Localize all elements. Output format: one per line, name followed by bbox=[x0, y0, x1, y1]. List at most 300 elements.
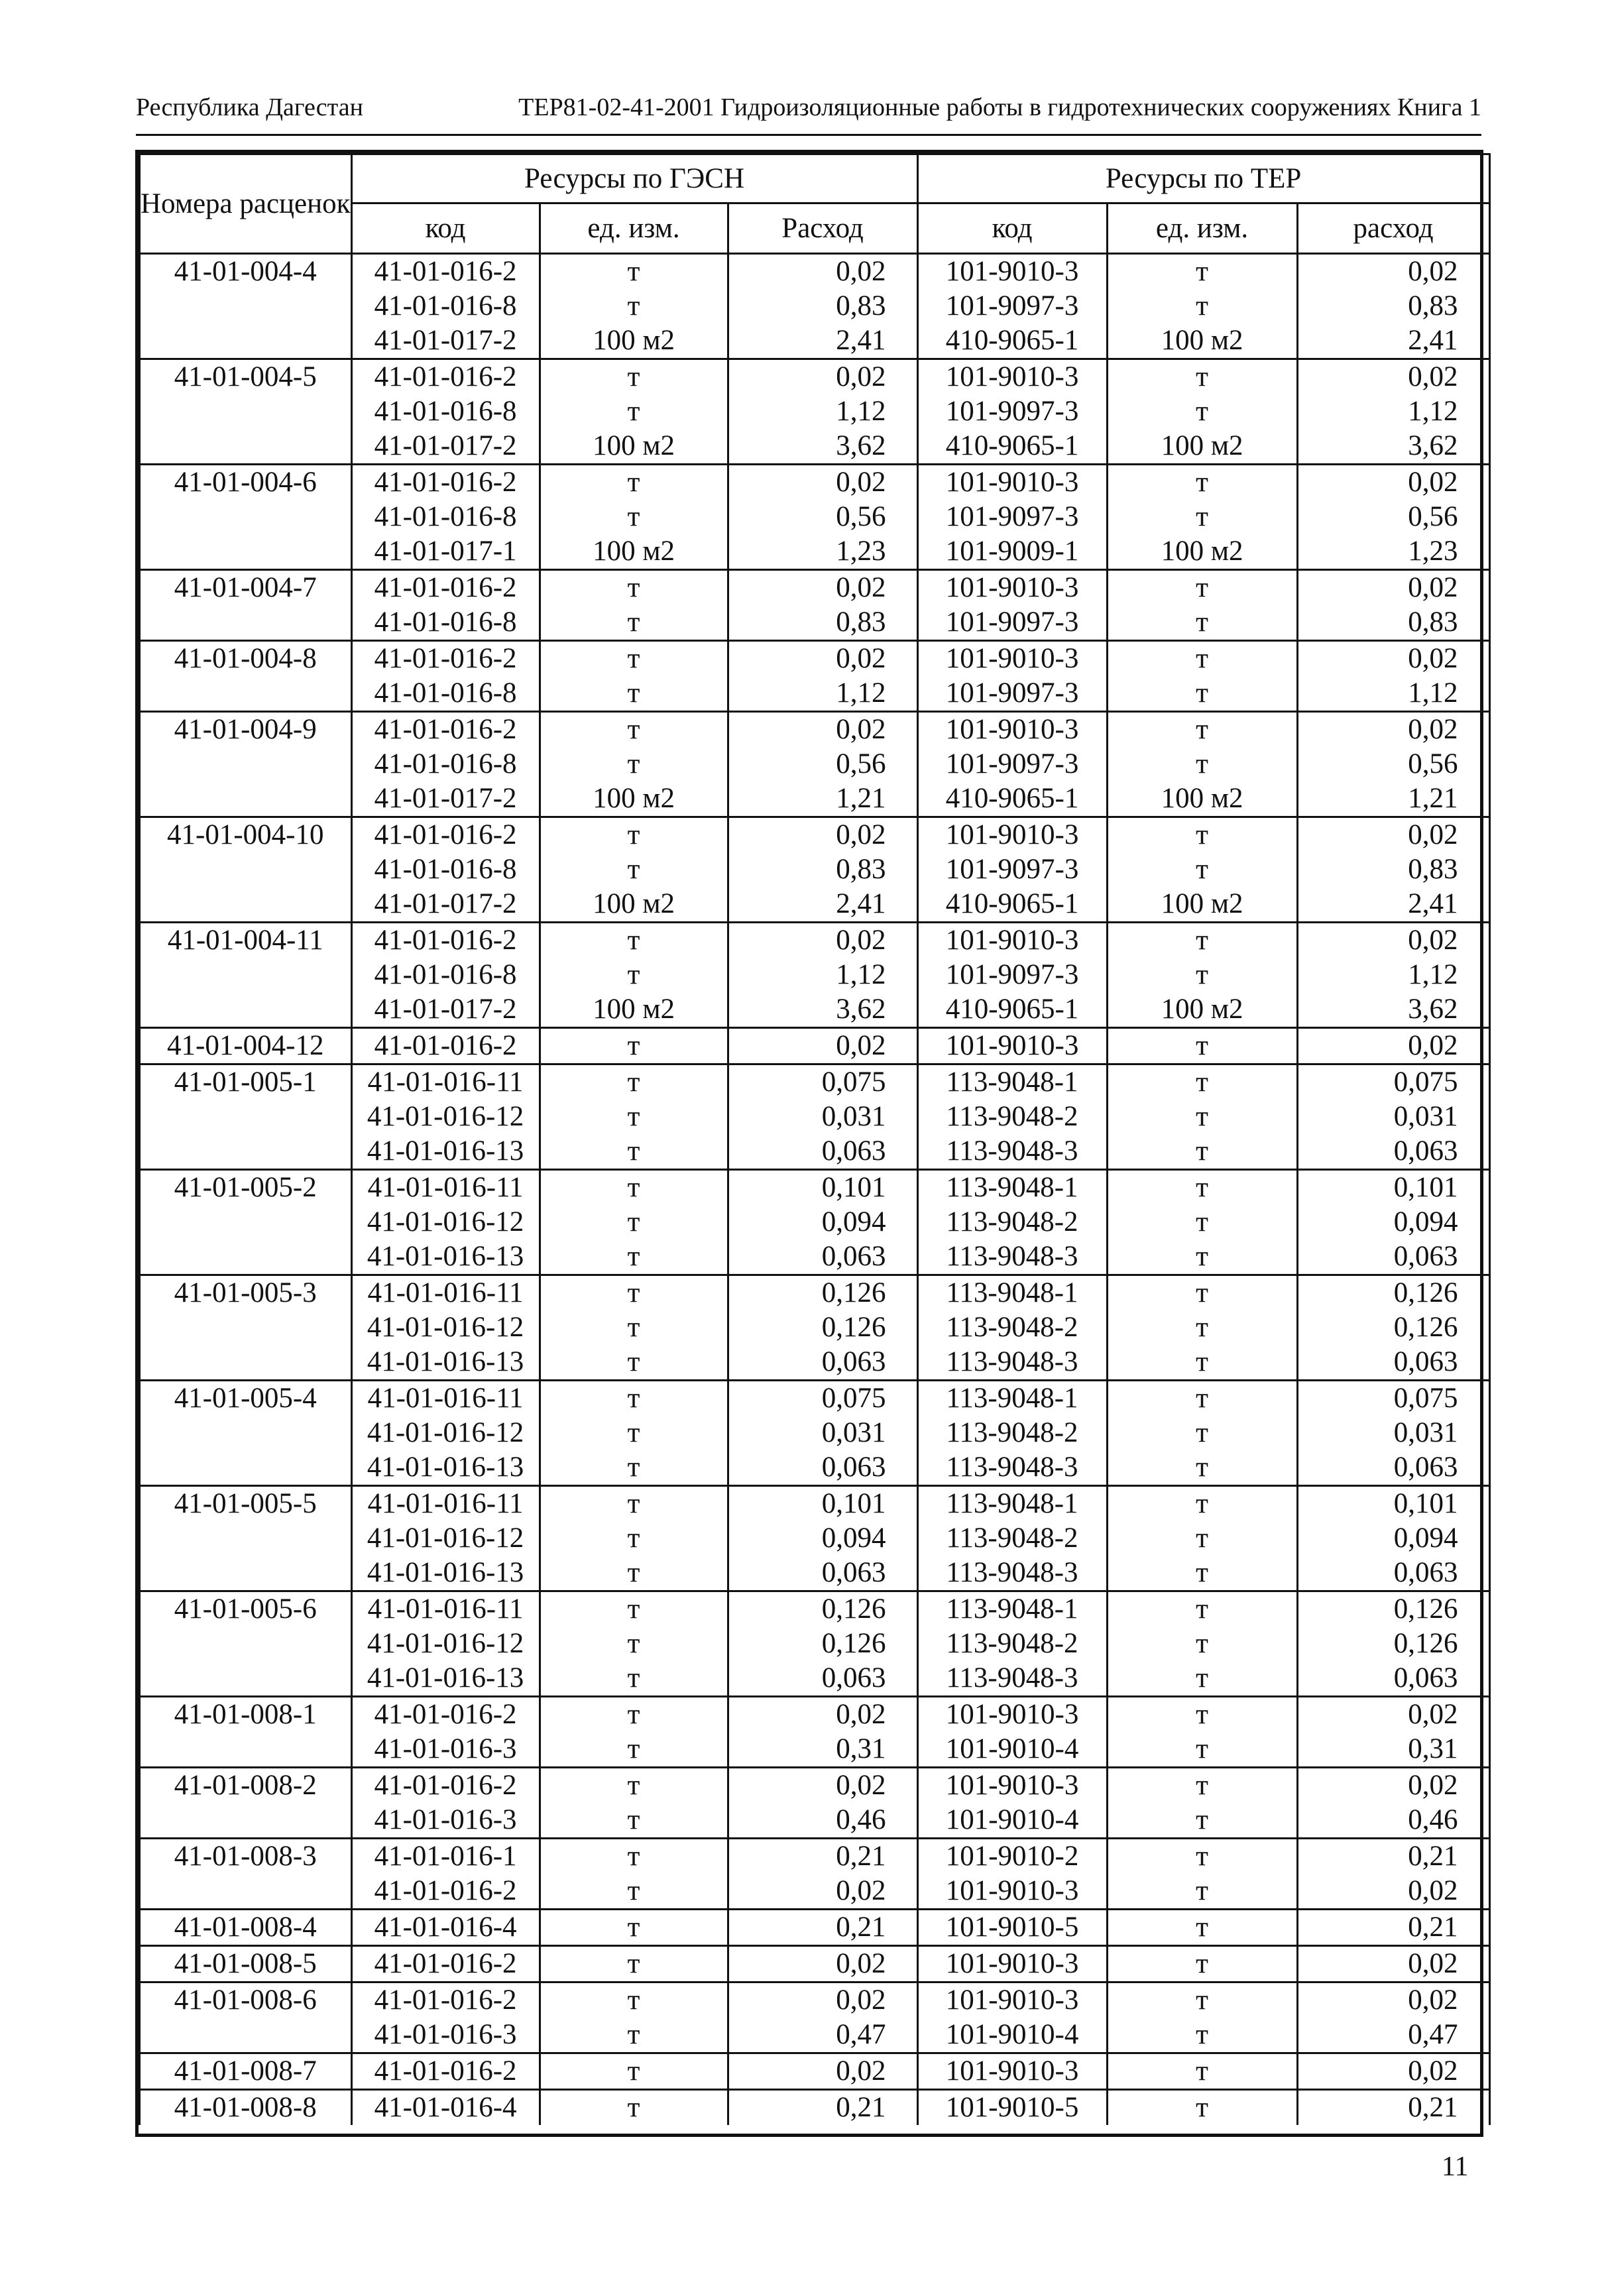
table-row bbox=[140, 359, 1490, 395]
ter-amount-cell: 0,02 bbox=[1297, 1028, 1489, 1064]
ter-amount-cell: 0,031 bbox=[1297, 1416, 1489, 1450]
table-row bbox=[140, 1028, 1490, 1064]
gesn-code-cell: 41-01-016-13 bbox=[351, 1345, 540, 1381]
ter-amount-cell: 0,094 bbox=[1297, 1521, 1489, 1556]
rate-number-cell bbox=[140, 605, 352, 641]
gesn-unit-cell: т bbox=[540, 1661, 728, 1697]
table-row bbox=[140, 1381, 1490, 1416]
gesn-code-cell: 41-01-016-8 bbox=[351, 958, 540, 992]
ter-code-cell: 410-9065-1 bbox=[917, 429, 1107, 465]
col-group-gesn: Ресурсы по ГЭСН bbox=[351, 154, 917, 203]
ter-amount-cell: 0,21 bbox=[1297, 1839, 1489, 1874]
ter-unit-cell: 100 м2 bbox=[1107, 323, 1297, 359]
gesn-code-cell: 41-01-016-3 bbox=[351, 2018, 540, 2053]
gesn-code-cell: 41-01-016-11 bbox=[351, 1381, 540, 1416]
ter-code-cell: 101-9010-3 bbox=[917, 1028, 1107, 1064]
ter-unit-cell: т bbox=[1107, 289, 1297, 323]
gesn-amount-cell: 0,02 bbox=[728, 254, 917, 290]
ter-unit-cell: т bbox=[1107, 1910, 1297, 1946]
gesn-code-cell: 41-01-016-2 bbox=[351, 2053, 540, 2090]
gesn-amount-cell: 0,063 bbox=[728, 1345, 917, 1381]
ter-unit-cell: т bbox=[1107, 1100, 1297, 1134]
ter-amount-cell: 0,02 bbox=[1297, 1768, 1489, 1804]
gesn-unit-cell: т bbox=[540, 676, 728, 712]
gesn-unit-cell: т bbox=[540, 1239, 728, 1275]
ter-code-cell: 113-9048-1 bbox=[917, 1170, 1107, 1206]
col-header-ter-code: код bbox=[917, 203, 1107, 254]
gesn-code-cell: 41-01-016-13 bbox=[351, 1661, 540, 1697]
rate-number-cell bbox=[140, 394, 352, 429]
ter-unit-cell: т bbox=[1107, 1310, 1297, 1345]
gesn-code-cell: 41-01-016-2 bbox=[351, 1946, 540, 1982]
rate-number-cell: 41-01-004-11 bbox=[140, 923, 352, 958]
gesn-amount-cell: 0,063 bbox=[728, 1134, 917, 1170]
gesn-unit-cell: т bbox=[540, 359, 728, 395]
rate-number-cell bbox=[140, 676, 352, 712]
ter-code-cell: 113-9048-3 bbox=[917, 1134, 1107, 1170]
ter-code-cell: 101-9010-5 bbox=[917, 1910, 1107, 1946]
gesn-amount-cell: 0,075 bbox=[728, 1064, 917, 1100]
gesn-code-cell: 41-01-016-2 bbox=[351, 712, 540, 748]
table-row bbox=[140, 1521, 1490, 1556]
ter-amount-cell: 0,101 bbox=[1297, 1170, 1489, 1206]
ter-amount-cell: 2,41 bbox=[1297, 323, 1489, 359]
gesn-amount-cell: 0,101 bbox=[728, 1486, 917, 1522]
ter-code-cell: 101-9010-4 bbox=[917, 1803, 1107, 1839]
ter-code-cell: 113-9048-2 bbox=[917, 1100, 1107, 1134]
ter-code-cell: 101-9010-3 bbox=[917, 641, 1107, 677]
gesn-amount-cell: 0,21 bbox=[728, 2090, 917, 2126]
gesn-amount-cell: 0,126 bbox=[728, 1310, 917, 1345]
col-header-ter-amount: расход bbox=[1297, 203, 1489, 254]
rate-number-cell bbox=[140, 1521, 352, 1556]
ter-unit-cell: т bbox=[1107, 1450, 1297, 1486]
gesn-unit-cell: т bbox=[540, 1697, 728, 1733]
gesn-code-cell: 41-01-017-2 bbox=[351, 887, 540, 923]
gesn-unit-cell: т bbox=[540, 394, 728, 429]
table-row bbox=[140, 1732, 1490, 1768]
rate-number-cell: 41-01-004-9 bbox=[140, 712, 352, 748]
gesn-code-cell: 41-01-016-3 bbox=[351, 1732, 540, 1768]
table-row bbox=[140, 1205, 1490, 1239]
col-header-gesn-amount: Расход bbox=[728, 203, 917, 254]
gesn-unit-cell: т bbox=[540, 1134, 728, 1170]
rate-number-cell: 41-01-008-7 bbox=[140, 2053, 352, 2090]
ter-unit-cell: т bbox=[1107, 1556, 1297, 1591]
gesn-amount-cell: 0,063 bbox=[728, 1556, 917, 1591]
gesn-code-cell: 41-01-016-2 bbox=[351, 1982, 540, 2018]
ter-unit-cell: т bbox=[1107, 1591, 1297, 1627]
ter-unit-cell: т bbox=[1107, 1661, 1297, 1697]
ter-code-cell: 113-9048-3 bbox=[917, 1661, 1107, 1697]
table-row bbox=[140, 887, 1490, 923]
gesn-amount-cell: 0,02 bbox=[728, 359, 917, 395]
ter-code-cell: 101-9010-3 bbox=[917, 1982, 1107, 2018]
ter-amount-cell: 0,21 bbox=[1297, 1910, 1489, 1946]
ter-code-cell: 113-9048-1 bbox=[917, 1064, 1107, 1100]
rate-number-cell: 41-01-004-7 bbox=[140, 570, 352, 606]
ter-amount-cell: 0,02 bbox=[1297, 465, 1489, 500]
table-row bbox=[140, 1697, 1490, 1733]
ter-code-cell: 101-9097-3 bbox=[917, 605, 1107, 641]
rate-number-cell: 41-01-008-2 bbox=[140, 1768, 352, 1804]
rate-number-cell bbox=[140, 1874, 352, 1910]
table-row bbox=[140, 1556, 1490, 1591]
gesn-amount-cell: 0,02 bbox=[728, 1697, 917, 1733]
gesn-amount-cell: 0,02 bbox=[728, 1028, 917, 1064]
ter-code-cell: 113-9048-1 bbox=[917, 1591, 1107, 1627]
ter-amount-cell: 0,063 bbox=[1297, 1345, 1489, 1381]
gesn-code-cell: 41-01-016-11 bbox=[351, 1275, 540, 1311]
gesn-code-cell: 41-01-016-11 bbox=[351, 1486, 540, 1522]
gesn-amount-cell: 0,31 bbox=[728, 1732, 917, 1768]
gesn-code-cell: 41-01-016-2 bbox=[351, 1768, 540, 1804]
gesn-unit-cell: т bbox=[540, 1064, 728, 1100]
gesn-unit-cell: т bbox=[540, 1946, 728, 1982]
rate-number-cell bbox=[140, 429, 352, 465]
ter-code-cell: 410-9065-1 bbox=[917, 323, 1107, 359]
gesn-amount-cell: 0,063 bbox=[728, 1661, 917, 1697]
gesn-amount-cell: 0,83 bbox=[728, 605, 917, 641]
ter-unit-cell: т bbox=[1107, 1768, 1297, 1804]
ter-code-cell: 101-9010-3 bbox=[917, 1768, 1107, 1804]
gesn-code-cell: 41-01-016-13 bbox=[351, 1239, 540, 1275]
gesn-amount-cell: 0,126 bbox=[728, 1627, 917, 1661]
gesn-code-cell: 41-01-016-13 bbox=[351, 1450, 540, 1486]
ter-code-cell: 101-9097-3 bbox=[917, 852, 1107, 887]
rate-number-cell: 41-01-005-4 bbox=[140, 1381, 352, 1416]
gesn-amount-cell: 0,075 bbox=[728, 1381, 917, 1416]
gesn-amount-cell: 1,12 bbox=[728, 394, 917, 429]
ter-unit-cell: т bbox=[1107, 605, 1297, 641]
gesn-code-cell: 41-01-016-2 bbox=[351, 1874, 540, 1910]
gesn-unit-cell: т bbox=[540, 1982, 728, 2018]
gesn-unit-cell: 100 м2 bbox=[540, 323, 728, 359]
ter-code-cell: 101-9010-3 bbox=[917, 712, 1107, 748]
gesn-unit-cell: т bbox=[540, 289, 728, 323]
rate-number-cell: 41-01-008-1 bbox=[140, 1697, 352, 1733]
header-document-title: ТЕР81-02-41-2001 Гидроизоляционные работы в гидротехнических сооружениях Книга 1 bbox=[518, 93, 1481, 121]
ter-unit-cell: т bbox=[1107, 254, 1297, 290]
gesn-unit-cell: т bbox=[540, 712, 728, 748]
col-header-gesn-code: код bbox=[351, 203, 540, 254]
table-row bbox=[140, 1345, 1490, 1381]
resources-table bbox=[139, 153, 1491, 2125]
table-row bbox=[140, 958, 1490, 992]
ter-unit-cell: т bbox=[1107, 1170, 1297, 1206]
ter-code-cell: 113-9048-1 bbox=[917, 1275, 1107, 1311]
gesn-unit-cell: т bbox=[540, 923, 728, 958]
table-row bbox=[140, 500, 1490, 534]
ter-unit-cell: т bbox=[1107, 1521, 1297, 1556]
rate-number-cell bbox=[140, 992, 352, 1028]
ter-amount-cell: 0,02 bbox=[1297, 1874, 1489, 1910]
gesn-amount-cell: 0,02 bbox=[728, 1982, 917, 2018]
ter-code-cell: 101-9010-3 bbox=[917, 254, 1107, 290]
gesn-unit-cell: т bbox=[540, 1416, 728, 1450]
ter-amount-cell: 0,063 bbox=[1297, 1450, 1489, 1486]
ter-code-cell: 113-9048-3 bbox=[917, 1345, 1107, 1381]
rate-number-cell bbox=[140, 781, 352, 817]
gesn-code-cell: 41-01-017-1 bbox=[351, 534, 540, 570]
ter-code-cell: 113-9048-1 bbox=[917, 1486, 1107, 1522]
gesn-unit-cell: т bbox=[540, 570, 728, 606]
gesn-unit-cell: 100 м2 bbox=[540, 887, 728, 923]
table-head bbox=[140, 154, 1490, 254]
rate-number-cell bbox=[140, 1239, 352, 1275]
gesn-unit-cell: т bbox=[540, 1381, 728, 1416]
ter-code-cell: 101-9010-3 bbox=[917, 359, 1107, 395]
rate-number-cell bbox=[140, 323, 352, 359]
ter-unit-cell: 100 м2 bbox=[1107, 534, 1297, 570]
gesn-unit-cell: 100 м2 bbox=[540, 429, 728, 465]
ter-code-cell: 113-9048-3 bbox=[917, 1450, 1107, 1486]
table-row bbox=[140, 852, 1490, 887]
ter-amount-cell: 1,12 bbox=[1297, 958, 1489, 992]
gesn-unit-cell: т bbox=[540, 1874, 728, 1910]
gesn-unit-cell: т bbox=[540, 1028, 728, 1064]
rate-number-cell: 41-01-008-8 bbox=[140, 2090, 352, 2126]
ter-code-cell: 101-9097-3 bbox=[917, 958, 1107, 992]
table-row bbox=[140, 1134, 1490, 1170]
gesn-code-cell: 41-01-016-2 bbox=[351, 923, 540, 958]
header-region: Республика Дагестан bbox=[136, 93, 363, 121]
ter-unit-cell: т bbox=[1107, 1627, 1297, 1661]
gesn-amount-cell: 2,41 bbox=[728, 323, 917, 359]
header-divider bbox=[136, 134, 1481, 136]
table-row bbox=[140, 254, 1490, 290]
gesn-unit-cell: т bbox=[540, 465, 728, 500]
table-row bbox=[140, 1627, 1490, 1661]
gesn-code-cell: 41-01-016-13 bbox=[351, 1134, 540, 1170]
gesn-code-cell: 41-01-016-8 bbox=[351, 747, 540, 781]
table-row bbox=[140, 1874, 1490, 1910]
gesn-unit-cell: т bbox=[540, 852, 728, 887]
gesn-unit-cell: т bbox=[540, 2053, 728, 2090]
gesn-code-cell: 41-01-016-12 bbox=[351, 1310, 540, 1345]
table-row bbox=[140, 992, 1490, 1028]
gesn-unit-cell: т bbox=[540, 1732, 728, 1768]
ter-amount-cell: 0,02 bbox=[1297, 817, 1489, 853]
ter-code-cell: 101-9010-3 bbox=[917, 817, 1107, 853]
col-header-rates: Номера расценок bbox=[140, 154, 352, 254]
gesn-code-cell: 41-01-017-2 bbox=[351, 992, 540, 1028]
gesn-amount-cell: 0,47 bbox=[728, 2018, 917, 2053]
ter-unit-cell: т bbox=[1107, 1697, 1297, 1733]
ter-amount-cell: 0,02 bbox=[1297, 1982, 1489, 2018]
ter-unit-cell: т bbox=[1107, 2090, 1297, 2126]
gesn-amount-cell: 0,02 bbox=[728, 641, 917, 677]
rate-number-cell bbox=[140, 1345, 352, 1381]
table-row bbox=[140, 1982, 1490, 2018]
gesn-unit-cell: т bbox=[540, 1627, 728, 1661]
ter-code-cell: 101-9010-2 bbox=[917, 1839, 1107, 1874]
ter-code-cell: 101-9010-5 bbox=[917, 2090, 1107, 2126]
gesn-code-cell: 41-01-016-2 bbox=[351, 1697, 540, 1733]
gesn-code-cell: 41-01-016-12 bbox=[351, 1627, 540, 1661]
ter-amount-cell: 3,62 bbox=[1297, 992, 1489, 1028]
ter-unit-cell: 100 м2 bbox=[1107, 429, 1297, 465]
rate-number-cell: 41-01-004-6 bbox=[140, 465, 352, 500]
ter-unit-cell: т bbox=[1107, 1064, 1297, 1100]
table-row bbox=[140, 1768, 1490, 1804]
gesn-code-cell: 41-01-016-12 bbox=[351, 1205, 540, 1239]
gesn-amount-cell: 0,063 bbox=[728, 1450, 917, 1486]
table-row bbox=[140, 1839, 1490, 1874]
ter-code-cell: 101-9010-4 bbox=[917, 2018, 1107, 2053]
ter-amount-cell: 1,12 bbox=[1297, 676, 1489, 712]
gesn-unit-cell: т bbox=[540, 1170, 728, 1206]
ter-unit-cell: т bbox=[1107, 1416, 1297, 1450]
ter-amount-cell: 1,23 bbox=[1297, 534, 1489, 570]
ter-amount-cell: 0,02 bbox=[1297, 2053, 1489, 2090]
rate-number-cell: 41-01-004-12 bbox=[140, 1028, 352, 1064]
ter-code-cell: 410-9065-1 bbox=[917, 781, 1107, 817]
gesn-amount-cell: 1,12 bbox=[728, 676, 917, 712]
ter-code-cell: 113-9048-2 bbox=[917, 1627, 1107, 1661]
gesn-amount-cell: 0,02 bbox=[728, 923, 917, 958]
gesn-amount-cell: 0,101 bbox=[728, 1170, 917, 1206]
ter-amount-cell: 0,063 bbox=[1297, 1661, 1489, 1697]
rate-number-cell: 41-01-005-6 bbox=[140, 1591, 352, 1627]
gesn-unit-cell: 100 м2 bbox=[540, 534, 728, 570]
gesn-amount-cell: 0,126 bbox=[728, 1275, 917, 1311]
ter-unit-cell: 100 м2 bbox=[1107, 992, 1297, 1028]
ter-unit-cell: т bbox=[1107, 1275, 1297, 1311]
gesn-amount-cell: 0,02 bbox=[728, 570, 917, 606]
table-row bbox=[140, 817, 1490, 853]
col-header-gesn-unit: ед. изм. bbox=[540, 203, 728, 254]
gesn-code-cell: 41-01-016-12 bbox=[351, 1416, 540, 1450]
gesn-amount-cell: 0,094 bbox=[728, 1205, 917, 1239]
rate-number-cell bbox=[140, 534, 352, 570]
gesn-amount-cell: 0,46 bbox=[728, 1803, 917, 1839]
table-row bbox=[140, 1239, 1490, 1275]
ter-code-cell: 101-9097-3 bbox=[917, 676, 1107, 712]
gesn-amount-cell: 0,02 bbox=[728, 1768, 917, 1804]
ter-unit-cell: т bbox=[1107, 359, 1297, 395]
gesn-amount-cell: 0,02 bbox=[728, 1946, 917, 1982]
gesn-amount-cell: 0,56 bbox=[728, 500, 917, 534]
ter-amount-cell: 0,101 bbox=[1297, 1486, 1489, 1522]
gesn-unit-cell: т bbox=[540, 817, 728, 853]
ter-code-cell: 410-9065-1 bbox=[917, 992, 1107, 1028]
gesn-code-cell: 41-01-017-2 bbox=[351, 781, 540, 817]
gesn-amount-cell: 0,126 bbox=[728, 1591, 917, 1627]
table-row bbox=[140, 570, 1490, 606]
rate-number-cell: 41-01-004-10 bbox=[140, 817, 352, 853]
ter-amount-cell: 0,83 bbox=[1297, 852, 1489, 887]
gesn-code-cell: 41-01-016-11 bbox=[351, 1170, 540, 1206]
gesn-amount-cell: 0,094 bbox=[728, 1521, 917, 1556]
rate-number-cell bbox=[140, 1627, 352, 1661]
ter-unit-cell: т bbox=[1107, 1239, 1297, 1275]
ter-code-cell: 410-9065-1 bbox=[917, 887, 1107, 923]
ter-unit-cell: т bbox=[1107, 958, 1297, 992]
ter-amount-cell: 0,83 bbox=[1297, 605, 1489, 641]
ter-unit-cell: т bbox=[1107, 1732, 1297, 1768]
gesn-unit-cell: т bbox=[540, 1310, 728, 1345]
ter-amount-cell: 0,02 bbox=[1297, 923, 1489, 958]
ter-amount-cell: 0,075 bbox=[1297, 1064, 1489, 1100]
gesn-unit-cell: т bbox=[540, 1345, 728, 1381]
rate-number-cell: 41-01-008-3 bbox=[140, 1839, 352, 1874]
ter-amount-cell: 0,126 bbox=[1297, 1310, 1489, 1345]
rate-number-cell bbox=[140, 289, 352, 323]
ter-amount-cell: 0,47 bbox=[1297, 2018, 1489, 2053]
rate-number-cell: 41-01-005-2 bbox=[140, 1170, 352, 1206]
ter-amount-cell: 0,126 bbox=[1297, 1591, 1489, 1627]
gesn-unit-cell: 100 м2 bbox=[540, 781, 728, 817]
gesn-code-cell: 41-01-016-1 bbox=[351, 1839, 540, 1874]
ter-code-cell: 101-9010-3 bbox=[917, 1697, 1107, 1733]
ter-unit-cell: т bbox=[1107, 676, 1297, 712]
ter-unit-cell: т bbox=[1107, 817, 1297, 853]
table-row bbox=[140, 1486, 1490, 1522]
ter-code-cell: 101-9010-3 bbox=[917, 465, 1107, 500]
ter-amount-cell: 0,21 bbox=[1297, 2090, 1489, 2126]
rate-number-cell bbox=[140, 500, 352, 534]
ter-amount-cell: 0,063 bbox=[1297, 1556, 1489, 1591]
ter-unit-cell: т bbox=[1107, 1205, 1297, 1239]
gesn-code-cell: 41-01-016-4 bbox=[351, 2090, 540, 2126]
gesn-amount-cell: 0,02 bbox=[728, 465, 917, 500]
table-row bbox=[140, 1064, 1490, 1100]
gesn-code-cell: 41-01-016-13 bbox=[351, 1556, 540, 1591]
rate-number-cell: 41-01-005-1 bbox=[140, 1064, 352, 1100]
gesn-amount-cell: 3,62 bbox=[728, 992, 917, 1028]
gesn-code-cell: 41-01-016-8 bbox=[351, 289, 540, 323]
gesn-code-cell: 41-01-017-2 bbox=[351, 429, 540, 465]
table-row bbox=[140, 394, 1490, 429]
rate-number-cell bbox=[140, 747, 352, 781]
table-row bbox=[140, 1170, 1490, 1206]
ter-unit-cell: т bbox=[1107, 923, 1297, 958]
rate-number-cell: 41-01-008-5 bbox=[140, 1946, 352, 1982]
ter-unit-cell: т bbox=[1107, 465, 1297, 500]
gesn-code-cell: 41-01-016-2 bbox=[351, 359, 540, 395]
ter-amount-cell: 0,02 bbox=[1297, 359, 1489, 395]
gesn-amount-cell: 0,031 bbox=[728, 1416, 917, 1450]
gesn-unit-cell: т bbox=[540, 1768, 728, 1804]
gesn-amount-cell: 0,063 bbox=[728, 1239, 917, 1275]
rate-number-cell bbox=[140, 1803, 352, 1839]
ter-code-cell: 101-9010-3 bbox=[917, 570, 1107, 606]
gesn-unit-cell: т bbox=[540, 1275, 728, 1311]
table-row bbox=[140, 1310, 1490, 1345]
gesn-code-cell: 41-01-017-2 bbox=[351, 323, 540, 359]
ter-unit-cell: т bbox=[1107, 2018, 1297, 2053]
rate-number-cell bbox=[140, 2018, 352, 2053]
ter-code-cell: 101-9010-3 bbox=[917, 2053, 1107, 2090]
ter-amount-cell: 0,063 bbox=[1297, 1239, 1489, 1275]
gesn-unit-cell: т bbox=[540, 1205, 728, 1239]
gesn-code-cell: 41-01-016-8 bbox=[351, 500, 540, 534]
ter-code-cell: 101-9010-3 bbox=[917, 1946, 1107, 1982]
table-row bbox=[140, 923, 1490, 958]
table-row bbox=[140, 1946, 1490, 1982]
rate-number-cell bbox=[140, 1100, 352, 1134]
gesn-unit-cell: т bbox=[540, 958, 728, 992]
gesn-unit-cell: т bbox=[540, 1910, 728, 1946]
gesn-code-cell: 41-01-016-8 bbox=[351, 394, 540, 429]
ter-code-cell: 113-9048-3 bbox=[917, 1239, 1107, 1275]
ter-amount-cell: 0,83 bbox=[1297, 289, 1489, 323]
gesn-unit-cell: т bbox=[540, 1556, 728, 1591]
ter-code-cell: 101-9010-3 bbox=[917, 1874, 1107, 1910]
gesn-code-cell: 41-01-016-2 bbox=[351, 641, 540, 677]
gesn-unit-cell: т bbox=[540, 254, 728, 290]
